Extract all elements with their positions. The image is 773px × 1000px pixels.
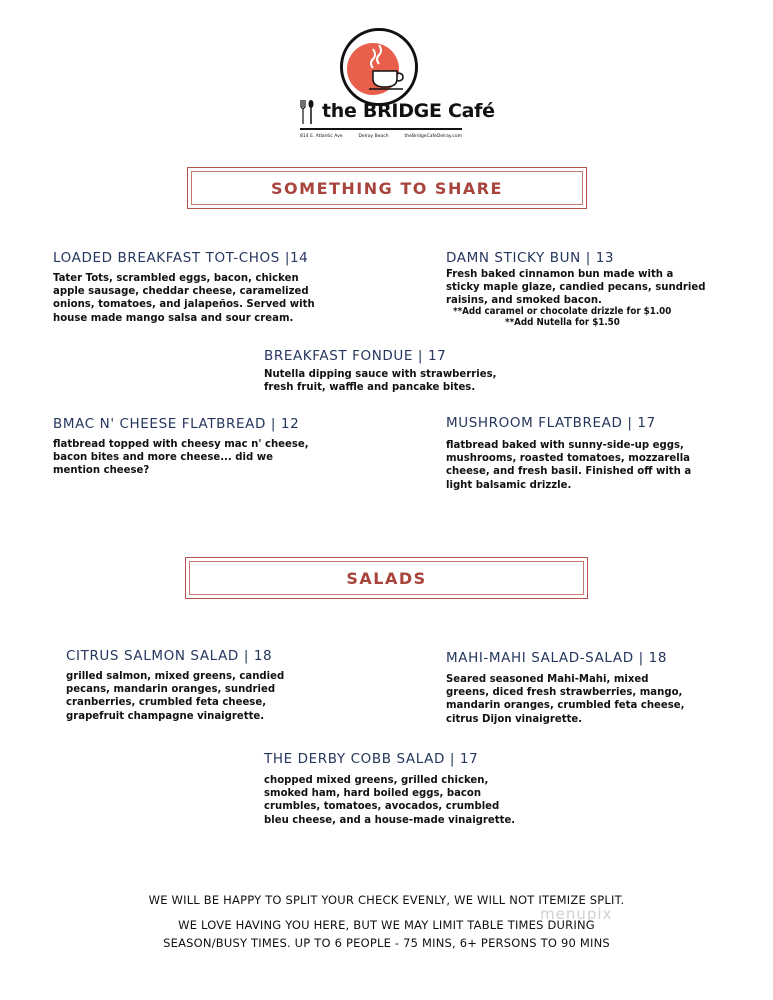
description-line: pecans, mandarin oranges, sundried — [66, 682, 276, 696]
logo-name: the BRIDGE Café — [322, 100, 495, 122]
description-line: mention cheese? — [53, 463, 150, 477]
menu-item-title: LOADED BREAKFAST TOT-CHOS |14 — [53, 250, 309, 266]
description-line: crumbles, tomatoes, avocados, crumbled — [264, 799, 500, 813]
menu-item-addon-note: **Add Nutella for $1.50 — [505, 317, 620, 328]
logo-city: Delray Beach — [358, 134, 389, 139]
description-line: cranberries, crumbled feta cheese, — [66, 695, 267, 709]
description-line: onions, tomatoes, and jalapeños. Served with — [53, 297, 315, 311]
menu-item-title: BMAC N' CHEESE FLATBREAD | 12 — [53, 416, 300, 432]
watermark: menupix — [540, 905, 613, 923]
menu-item-description — [53, 271, 329, 324]
menu-item-addon-note: **Add caramel or chocolate drizzle for $1.00 — [453, 306, 672, 317]
description-line: fresh fruit, waffle and pancake bites. — [264, 380, 476, 394]
logo-address: 814 E. Atlantic Ave — [300, 134, 343, 139]
section-title: SOMETHING TO SHARE — [271, 178, 503, 198]
menu-item-description — [446, 438, 722, 491]
description-line: smoked ham, hard boiled eggs, bacon — [264, 786, 482, 800]
coffee-cup-icon — [343, 31, 415, 103]
description-line: raisins, and smoked bacon. — [446, 293, 602, 307]
description-line: Seared seasoned Mahi-Mahi, mixed — [446, 672, 649, 685]
menu-item-title: BREAKFAST FONDUE | 17 — [264, 348, 447, 364]
section-banner-salads — [185, 557, 588, 599]
section-title: SALADS — [346, 568, 427, 588]
description-line: Fresh baked cinnamon bun made with a — [446, 267, 674, 280]
menu-item-description — [446, 672, 722, 725]
description-line: mandarin oranges, crumbled feta cheese, — [446, 698, 685, 712]
menu-item-title: CITRUS SALMON SALAD | 18 — [66, 648, 273, 664]
footer-split-policy: WE WILL BE HAPPY TO SPLIT YOUR CHECK EVENLY, WE WILL NOT ITEMIZE SPLIT. — [148, 893, 625, 907]
menu-item-description — [264, 367, 522, 393]
menu-item-description — [53, 437, 329, 477]
description-line: flatbread topped with cheesy mac n' cheese, — [53, 437, 309, 450]
footer-table-time-policy: WE LOVE HAVING YOU HERE, BUT WE MAY LIMIT TABLE TIMES DURING — [178, 918, 595, 932]
description-line: flatbread baked with sunny-side-up eggs, — [446, 438, 684, 451]
menu-item-title: MUSHROOM FLATBREAD | 17 — [446, 415, 656, 431]
footer-table-time-limits: SEASON/BUSY TIMES. UP TO 6 PEOPLE - 75 MINS, 6+ PERSONS TO 90 MINS — [163, 936, 610, 950]
description-line: greens, diced fresh strawberries, mango, — [446, 685, 683, 699]
description-line: mushrooms, roasted tomatoes, mozzarella — [446, 451, 691, 465]
description-line: cheese, and fresh basil. Finished off with a — [446, 464, 692, 478]
description-line: bacon bites and more cheese... did we — [53, 450, 273, 464]
logo-website: theBridgeCafeDelray.com — [404, 134, 462, 139]
logo-address-line — [300, 134, 462, 139]
description-line: grilled salmon, mixed greens, candied — [66, 669, 285, 682]
description-line: grapefruit champagne vinaigrette. — [66, 708, 265, 722]
description-line: house made mango salsa and sour cream. — [53, 310, 294, 324]
menu-item-title: MAHI-MAHI SALAD-SALAD | 18 — [446, 650, 668, 666]
section-banner-share — [187, 167, 587, 209]
description-line: bleu cheese, and a house-made vinaigrette. — [264, 812, 516, 826]
description-line: Tater Tots, scrambled eggs, bacon, chicken — [53, 271, 299, 284]
description-line: Nutella dipping sauce with strawberries, — [264, 367, 497, 380]
fork-spoon-icon — [299, 99, 315, 125]
description-line: sticky maple glaze, candied pecans, sundried — [446, 280, 706, 294]
logo-divider — [300, 128, 462, 130]
description-line: apple sausage, cheddar cheese, caramelized — [53, 284, 309, 298]
logo-emblem — [340, 28, 418, 106]
menu-item-description — [264, 773, 540, 826]
menu-item-title: DAMN STICKY BUN | 13 — [446, 250, 615, 266]
description-line: light balsamic drizzle. — [446, 477, 572, 491]
description-line: chopped mixed greens, grilled chicken, — [264, 773, 489, 786]
menu-item-description — [446, 267, 722, 307]
menu-item-description — [66, 669, 324, 722]
description-line: citrus Dijon vinaigrette. — [446, 711, 583, 725]
menu-item-title: THE DERBY COBB SALAD | 17 — [264, 751, 479, 767]
